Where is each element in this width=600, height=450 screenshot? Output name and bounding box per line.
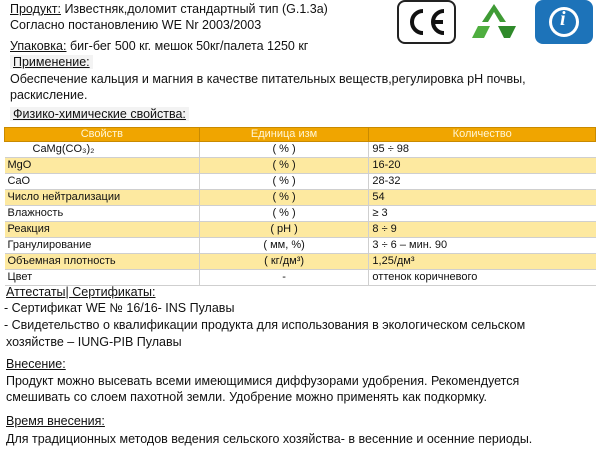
property-name: Реакция [5, 222, 200, 238]
property-name: Влажность [5, 206, 200, 222]
property-name: CaO [5, 174, 200, 190]
application2-line-1: Продукт можно высевать всеми имеющимися диффузорами удобрения. Рекомендуется [6, 374, 520, 388]
property-unit: ( % ) [199, 158, 369, 174]
product-label: Продукт: [10, 2, 61, 16]
application-line-2: раскисление. [10, 88, 88, 102]
property-value: 54 [369, 190, 596, 206]
property-value: 3 ÷ 6 – мин. 90 [369, 238, 596, 254]
property-value: 28-32 [369, 174, 596, 190]
info-letter: i [560, 8, 566, 30]
certs-label: Аттестаты| Сертификаты: [6, 285, 156, 299]
property-name: MgO [5, 158, 200, 174]
table-row [5, 142, 596, 158]
packaging-label: Упаковка: [10, 39, 67, 53]
table-row [5, 222, 596, 238]
col-header-unit: Единица изм [199, 128, 369, 142]
property-name: Гранулирование [5, 238, 200, 254]
table-row [5, 174, 596, 190]
table-row [5, 190, 596, 206]
property-name: CaMg(CO₃)₂ [5, 142, 200, 158]
col-header-value: Количество [369, 128, 596, 142]
table-header-row [5, 128, 596, 142]
table-row [5, 238, 596, 254]
certs-line-3: хозяйстве – IUNG-PIB Пулавы [6, 335, 182, 349]
application-label: Применение: [10, 55, 93, 70]
packaging-text: биг-бег 500 кг. мешок 50кг/палета 1250 кг [66, 39, 309, 53]
certs-line-1: - Сертификат WE № 16/16- INS Пулавы [4, 301, 235, 315]
ce-mark-icon [397, 0, 456, 44]
property-value: ≥ 3 [369, 206, 596, 222]
property-name: Число нейтрализации [5, 190, 200, 206]
product-line [10, 2, 328, 17]
property-unit: ( % ) [199, 142, 369, 158]
packaging-line [10, 39, 308, 54]
col-header-property: Свойств [5, 128, 200, 142]
property-value: оттенок коричневого [369, 270, 596, 286]
property-name: Цвет [5, 270, 200, 286]
application2-line-2: смешивать со слоем пахотной земли. Удобрение можно применять как подкормку. [6, 390, 487, 404]
property-unit: ( кг/дм³) [199, 254, 369, 270]
property-unit: ( % ) [199, 206, 369, 222]
property-unit: ( мм, %) [199, 238, 369, 254]
table-row [5, 270, 596, 286]
regulation-line: Согласно постановлению WE Nr 2003/2003 [10, 18, 262, 32]
certs-line-2: - Свидетельство о квалификации продукта для использования в экологическом сельском [4, 318, 526, 332]
property-value: 1,25/дм³ [369, 254, 596, 270]
application2-label: Внесение: [6, 357, 66, 371]
product-text: Известняк,доломит стандартный тип (G.1.3а) [60, 2, 328, 16]
properties-table [4, 127, 596, 286]
property-unit: - [199, 270, 369, 286]
table-row [5, 206, 596, 222]
property-value: 16-20 [369, 158, 596, 174]
property-name: Объемная плотность [5, 254, 200, 270]
property-unit: ( % ) [199, 174, 369, 190]
recycle-icon [464, 0, 524, 44]
timing-line-1: Для традиционных методов ведения сельского хозяйства- в весенние и осенние периоды. [6, 432, 533, 446]
property-unit: ( % ) [199, 190, 369, 206]
timing-label: Время внесения: [6, 414, 105, 428]
property-value: 95 ÷ 98 [369, 142, 596, 158]
property-unit: ( pH ) [199, 222, 369, 238]
table-row [5, 158, 596, 174]
properties-label: Физико-химические свойства: [10, 107, 189, 122]
property-value: 8 ÷ 9 [369, 222, 596, 238]
table-row [5, 254, 596, 270]
info-icon [535, 0, 593, 44]
application-line-1: Обеспечение кальция и магния в качестве питательных веществ,регулировка рН почвы, [10, 72, 526, 86]
